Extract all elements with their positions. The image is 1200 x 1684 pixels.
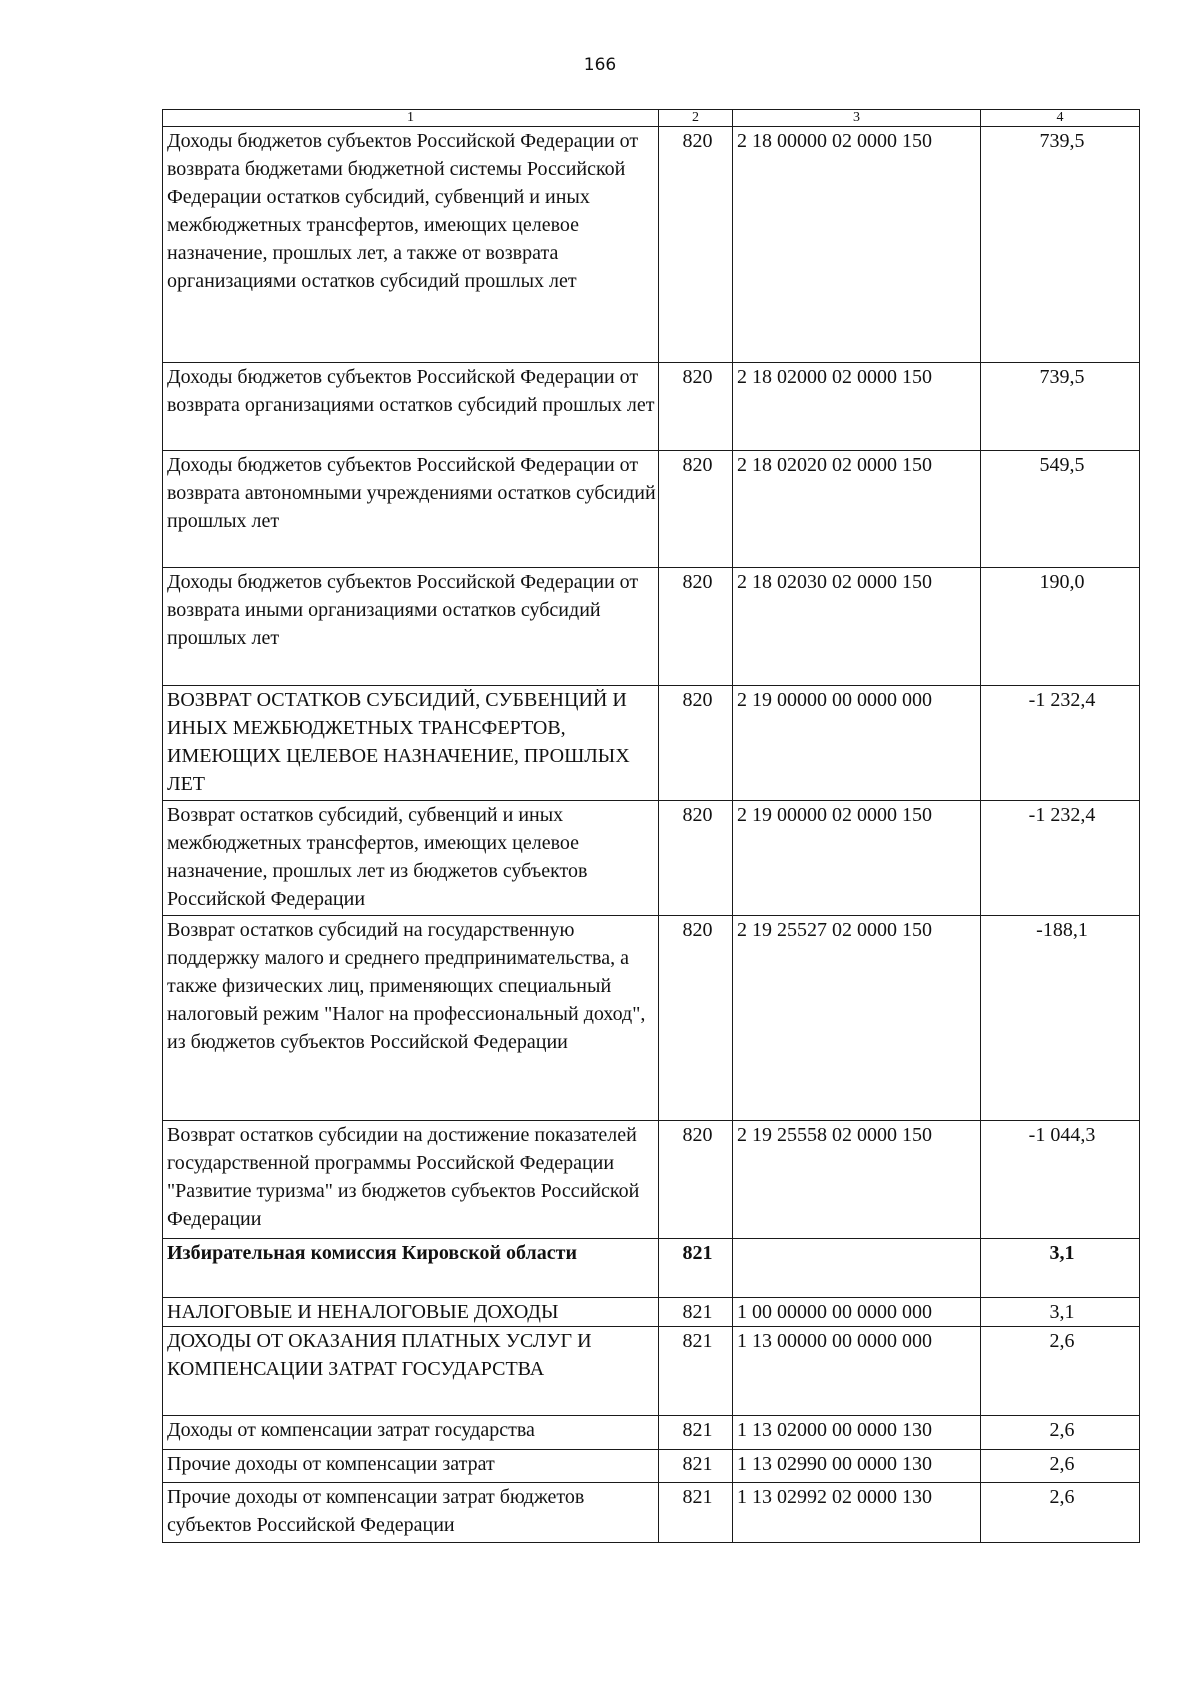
revenue-name: ДОХОДЫ ОТ ОКАЗАНИЯ ПЛАТНЫХ УСЛУГ И КОМПЕНСАЦИИ ЗАТРАТ ГОСУДАРСТВА — [163, 1327, 659, 1416]
table-row — [163, 127, 1140, 363]
admin-code: 820 — [659, 127, 733, 363]
budget-class-code: 1 13 02992 02 0000 130 — [733, 1483, 981, 1543]
admin-code: 820 — [659, 1121, 733, 1239]
column-number: 1 — [163, 110, 659, 127]
budget-class-code — [733, 1239, 981, 1298]
admin-code: 820 — [659, 801, 733, 916]
revenue-name: Доходы бюджетов субъектов Российской Федерации от возврата организациями остатков субсидий прошлых лет — [163, 363, 659, 451]
table-row — [163, 451, 1140, 568]
table-row — [163, 1327, 1140, 1416]
revenue-name: Возврат остатков субсидии на достижение показателей государственной программы Российской Федерации "Развитие туризма" из бюджетов субъектов Российской Федерации — [163, 1121, 659, 1239]
budget-class-code: 2 19 00000 02 0000 150 — [733, 801, 981, 916]
budget-class-code: 2 19 25527 02 0000 150 — [733, 916, 981, 1121]
amount: -188,1 — [981, 916, 1140, 1121]
amount: 739,5 — [981, 127, 1140, 363]
column-number-row — [163, 110, 1140, 127]
table-row — [163, 1239, 1140, 1298]
amount: 739,5 — [981, 363, 1140, 451]
amount: -1 044,3 — [981, 1121, 1140, 1239]
admin-code: 821 — [659, 1416, 733, 1450]
budget-class-code: 1 13 02990 00 0000 130 — [733, 1450, 981, 1483]
amount: -1 232,4 — [981, 686, 1140, 801]
revenue-name: Доходы от компенсации затрат государства — [163, 1416, 659, 1450]
budget-class-code: 2 19 25558 02 0000 150 — [733, 1121, 981, 1239]
revenue-name: Прочие доходы от компенсации затрат — [163, 1450, 659, 1483]
budget-class-code: 2 19 00000 00 0000 000 — [733, 686, 981, 801]
column-number: 4 — [981, 110, 1140, 127]
revenue-name: ВОЗВРАТ ОСТАТКОВ СУБСИДИЙ, СУБВЕНЦИЙ И ИНЫХ МЕЖБЮДЖЕТНЫХ ТРАНСФЕРТОВ, ИМЕЮЩИХ ЦЕЛЕВОЕ НАЗНАЧЕНИЕ, ПРОШЛЫХ ЛЕТ — [163, 686, 659, 801]
revenue-name: Избирательная комиссия Кировской области — [163, 1239, 659, 1298]
budget-class-code: 1 00 00000 00 0000 000 — [733, 1298, 981, 1327]
page-number: 166 — [583, 55, 617, 75]
admin-code: 820 — [659, 916, 733, 1121]
revenue-name: Возврат остатков субсидий, субвенций и иных межбюджетных трансфертов, имеющих целевое назначение, прошлых лет из бюджетов субъектов Российской Федерации — [163, 801, 659, 916]
amount: 2,6 — [981, 1483, 1140, 1543]
table-row — [163, 916, 1140, 1121]
revenue-name: Доходы бюджетов субъектов Российской Федерации от возврата иными организациями остатков субсидий прошлых лет — [163, 568, 659, 686]
table-row — [163, 1121, 1140, 1239]
admin-code: 820 — [659, 451, 733, 568]
budget-revenue-table — [162, 109, 1140, 1543]
table-row — [163, 1298, 1140, 1327]
column-number: 3 — [733, 110, 981, 127]
admin-code: 821 — [659, 1483, 733, 1543]
amount: 3,1 — [981, 1298, 1140, 1327]
amount: 190,0 — [981, 568, 1140, 686]
admin-code: 821 — [659, 1239, 733, 1298]
revenue-name: Прочие доходы от компенсации затрат бюджетов субъектов Российской Федерации — [163, 1483, 659, 1543]
table-row — [163, 1483, 1140, 1543]
amount: 549,5 — [981, 451, 1140, 568]
budget-class-code: 2 18 02020 02 0000 150 — [733, 451, 981, 568]
table-row — [163, 363, 1140, 451]
admin-code: 820 — [659, 568, 733, 686]
admin-code: 820 — [659, 686, 733, 801]
budget-class-code: 2 18 02000 02 0000 150 — [733, 363, 981, 451]
budget-class-code: 2 18 00000 02 0000 150 — [733, 127, 981, 363]
budget-class-code: 1 13 00000 00 0000 000 — [733, 1327, 981, 1416]
budget-class-code: 1 13 02000 00 0000 130 — [733, 1416, 981, 1450]
table-row — [163, 568, 1140, 686]
table-row — [163, 1416, 1140, 1450]
table-row — [163, 686, 1140, 801]
revenue-name: Возврат остатков субсидий на государственную поддержку малого и среднего предпринимательства, а также физических лиц, применяющих специальный налоговый режим "Налог на профессиональный доход", из бюджетов субъектов Российской Федерации — [163, 916, 659, 1121]
admin-code: 820 — [659, 363, 733, 451]
revenue-name: Доходы бюджетов субъектов Российской Федерации от возврата бюджетами бюджетной системы Российской Федерации остатков субсидий, субвенций и иных межбюджетных трансфертов, имеющих целевое назначение, прошлых лет, а также от возврата организациями остатков субсидий прошлых лет — [163, 127, 659, 363]
amount: 2,6 — [981, 1416, 1140, 1450]
amount: 2,6 — [981, 1327, 1140, 1416]
revenue-name: НАЛОГОВЫЕ И НЕНАЛОГОВЫЕ ДОХОДЫ — [163, 1298, 659, 1327]
table-row — [163, 1450, 1140, 1483]
table-row — [163, 801, 1140, 916]
admin-code: 821 — [659, 1327, 733, 1416]
amount: 2,6 — [981, 1450, 1140, 1483]
column-number: 2 — [659, 110, 733, 127]
budget-class-code: 2 18 02030 02 0000 150 — [733, 568, 981, 686]
amount: -1 232,4 — [981, 801, 1140, 916]
admin-code: 821 — [659, 1298, 733, 1327]
revenue-name: Доходы бюджетов субъектов Российской Федерации от возврата автономными учреждениями остатков субсидий прошлых лет — [163, 451, 659, 568]
amount: 3,1 — [981, 1239, 1140, 1298]
admin-code: 821 — [659, 1450, 733, 1483]
